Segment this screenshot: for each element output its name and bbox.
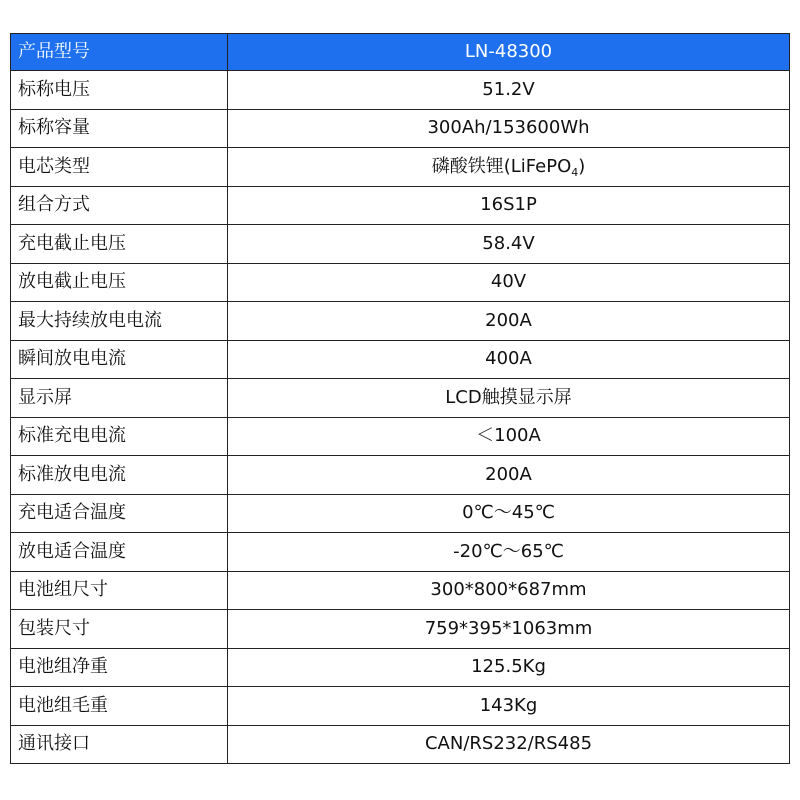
table-row bbox=[11, 302, 790, 341]
spec-label: 标准放电电流 bbox=[11, 456, 228, 495]
table-row bbox=[11, 494, 790, 533]
spec-value: 125.5Kg bbox=[228, 648, 790, 687]
spec-value: 58.4V bbox=[228, 225, 790, 264]
header-value-cell: LN-48300 bbox=[228, 34, 790, 71]
spec-value: 143Kg bbox=[228, 687, 790, 726]
table-row bbox=[11, 417, 790, 456]
table-row bbox=[11, 571, 790, 610]
table-row bbox=[11, 456, 790, 495]
spec-label: 包装尺寸 bbox=[11, 610, 228, 649]
table-row bbox=[11, 379, 790, 418]
spec-label: 充电适合温度 bbox=[11, 494, 228, 533]
chemistry-suffix: ) bbox=[578, 155, 586, 177]
spec-label: 电池组净重 bbox=[11, 648, 228, 687]
spec-label: 放电适合温度 bbox=[11, 533, 228, 572]
spec-label: 标准充电电流 bbox=[11, 417, 228, 456]
table-row bbox=[11, 610, 790, 649]
chemistry-subscript: 4 bbox=[571, 165, 579, 179]
table-row bbox=[11, 687, 790, 726]
spec-label: 电芯类型 bbox=[11, 148, 228, 187]
table-row bbox=[11, 648, 790, 687]
spec-label: 瞬间放电电流 bbox=[11, 340, 228, 379]
table-row bbox=[11, 725, 790, 764]
spec-value: 759*395*1063mm bbox=[228, 610, 790, 649]
spec-value: LCD触摸显示屏 bbox=[228, 379, 790, 418]
spec-label: 显示屏 bbox=[11, 379, 228, 418]
table-row bbox=[11, 225, 790, 264]
spec-value: 0℃～45℃ bbox=[228, 494, 790, 533]
spec-value: CAN/RS232/RS485 bbox=[228, 725, 790, 764]
spec-value: 16S1P bbox=[228, 186, 790, 225]
chemistry-text: 磷酸铁锂(LiFePO bbox=[431, 155, 572, 177]
spec-value: 300Ah/153600Wh bbox=[228, 109, 790, 148]
table-header-row bbox=[11, 34, 790, 71]
spec-value: 200A bbox=[228, 456, 790, 495]
table-row bbox=[11, 263, 790, 302]
spec-label: 电池组毛重 bbox=[11, 687, 228, 726]
table-row bbox=[11, 71, 790, 110]
spec-label: 最大持续放电电流 bbox=[11, 302, 228, 341]
spec-table bbox=[10, 33, 790, 764]
spec-label: 充电截止电压 bbox=[11, 225, 228, 264]
spec-value: 300*800*687mm bbox=[228, 571, 790, 610]
spec-value: -20℃～65℃ bbox=[228, 533, 790, 572]
header-label-cell: 产品型号 bbox=[11, 34, 228, 71]
spec-label: 放电截止电压 bbox=[11, 263, 228, 302]
spec-value: 200A bbox=[228, 302, 790, 341]
table-row bbox=[11, 148, 790, 187]
spec-value: 400A bbox=[228, 340, 790, 379]
spec-value: ＜100A bbox=[228, 417, 790, 456]
spec-label: 组合方式 bbox=[11, 186, 228, 225]
spec-label: 通讯接口 bbox=[11, 725, 228, 764]
spec-label: 标称电压 bbox=[11, 71, 228, 110]
spec-value: 51.2V bbox=[228, 71, 790, 110]
table-row bbox=[11, 186, 790, 225]
spec-value: 40V bbox=[228, 263, 790, 302]
spec-value-chemistry bbox=[228, 148, 790, 187]
table-row bbox=[11, 109, 790, 148]
table-row bbox=[11, 533, 790, 572]
table-row bbox=[11, 340, 790, 379]
spec-label: 电池组尺寸 bbox=[11, 571, 228, 610]
spec-label: 标称容量 bbox=[11, 109, 228, 148]
